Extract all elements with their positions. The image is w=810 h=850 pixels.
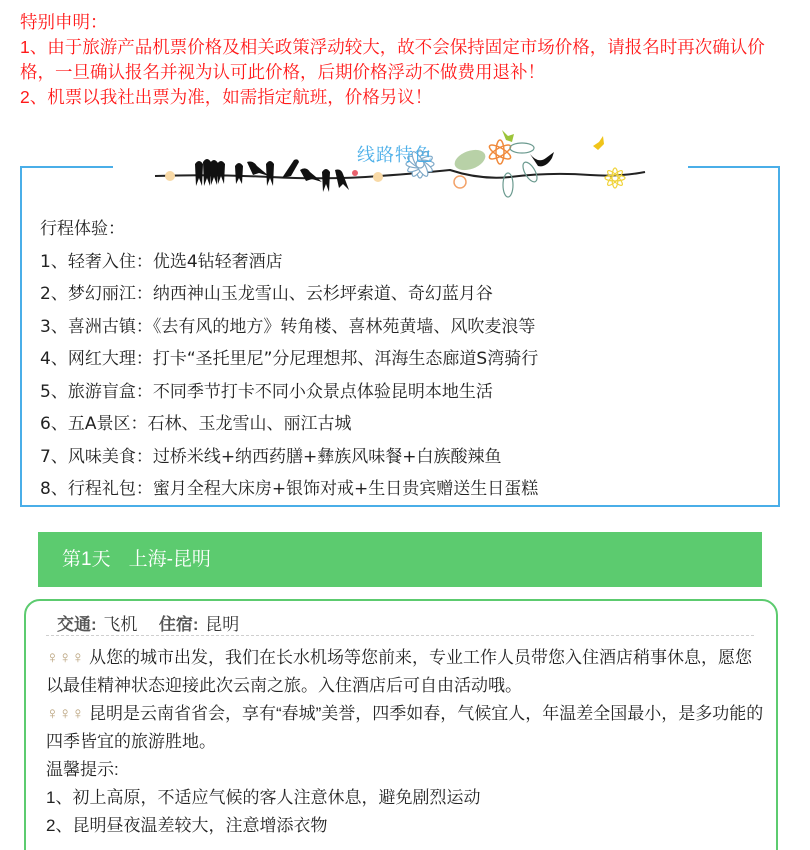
transport-label: 交通:	[57, 615, 97, 634]
feature-item: 1、轻奢入住：优选4钻轻奢酒店	[40, 251, 283, 272]
notice-line-2: 2、机票以我社出票为准，如需指定航班，价格另议！	[20, 87, 433, 107]
feature-item: 4、网红大理：打卡“圣托里尼”分尼理想邦、洱海生态廊道S湾骑行	[40, 349, 539, 369]
female-symbol-icon: ♀♀♀	[46, 704, 85, 723]
feature-item: 6、五A景区：石林、玉龙雪山、丽江古城	[40, 414, 352, 434]
female-symbol-icon: ♀♀♀	[46, 648, 85, 667]
lodging-label: 住宿:	[158, 615, 199, 634]
dashed-divider	[46, 635, 754, 636]
feature-list	[40, 213, 538, 506]
day-1-meta	[57, 610, 239, 635]
notice-line-1: 1、由于旅游产品机票价格及相关政策浮动较大，故不会保持固定市场价格，请报名时再次确认价格，一旦确认报名并视为认可此价格，后期价格浮动不做费用退补！	[20, 37, 765, 82]
feature-heading: 行程体验：	[40, 219, 125, 239]
tips-title: 温馨提示:	[46, 760, 119, 779]
notice-title: 特别申明：	[20, 12, 108, 32]
feature-item: 7、风味美食：过桥米线+纳西药膳+彝族风味餐+白族酸辣鱼	[40, 446, 502, 467]
description-paragraph: ♀♀♀ 昆明是云南省省会，享有“春城”美誉，四季如春，气候宜人，年温差全国最小，是多功能的四季皆宜的旅游胜地。	[46, 704, 764, 751]
box-top-border-left	[20, 166, 113, 168]
box-top-border-right	[688, 166, 780, 168]
feature-item: 8、行程礼包：蜜月全程大床房+银饰对戒+生日贵宾赠送生日蛋糕	[40, 479, 539, 499]
day-route: 上海-昆明	[128, 549, 211, 570]
feature-item: 5、旅游盲盒：不同季节打卡不同小众景点体验昆明本地生活	[40, 381, 493, 402]
description-paragraph: ♀♀♀ 从您的城市出发，我们在长水机场等您前来，专业工作人员带您入住酒店稍事休息，愿您以最佳精神状态迎接此次云南之旅。入住酒店后可自由活动哦。	[46, 648, 752, 695]
lodging-value: 昆明	[205, 615, 240, 634]
day-1-description	[46, 644, 766, 840]
route-features-title: 线路特色	[357, 145, 433, 166]
transport-value: 飞机	[103, 615, 138, 634]
feature-item: 3、喜洲古镇：《去有风的地方》转角楼、喜林苑黄墙、风吹麦浪等	[40, 316, 536, 337]
special-notice	[20, 10, 795, 110]
feature-item: 2、梦幻丽江：纳西神山玉龙雪山、云杉坪索道、奇幻蓝月谷	[40, 284, 493, 304]
tip-item: 1、初上高原，不适应气候的客人注意休息，避免剧烈运动	[46, 788, 481, 807]
tip-item: 2、昆明昼夜温差较大，注意增添衣物	[46, 816, 328, 835]
day-label: 第1天	[62, 549, 111, 570]
day-1-header	[38, 532, 762, 587]
